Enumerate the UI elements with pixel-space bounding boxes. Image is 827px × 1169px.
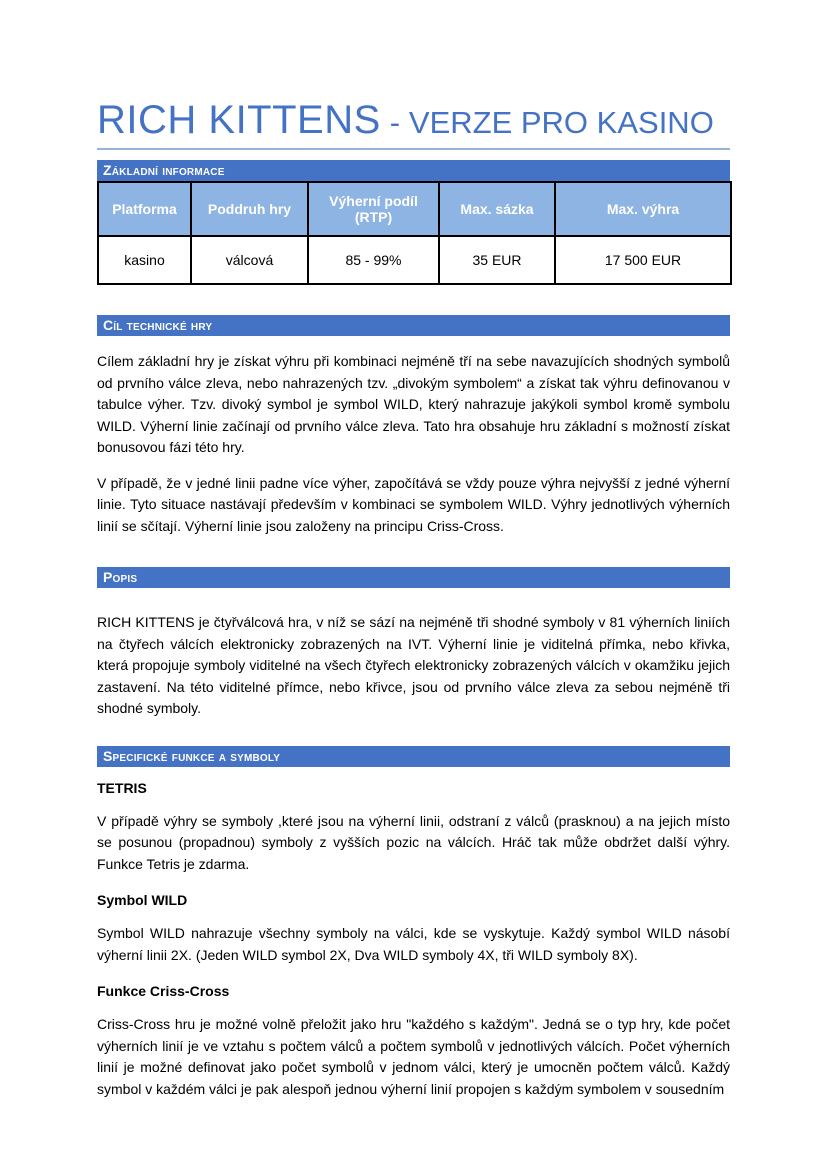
subheading-symbol-wild: Symbol WILD xyxy=(97,892,188,908)
subheading-tetris: TETRIS xyxy=(97,779,147,796)
cell-platforma: kasino xyxy=(98,236,191,284)
page-title xyxy=(97,98,730,150)
column-header-max-sazka: Max. sázka xyxy=(439,182,555,236)
column-header-max-vyhra: Max. výhra xyxy=(555,182,731,236)
paragraph-popis: RICH KITTENS je čtyřválcová hra, v níž se sází na nejméně tři shodné symboly v 81 výherních liniích na čtyřech válcích elektronicky zobrazených na IVT. Výherní linie je viditelná přímka, nebo křivka, která propojuje symboly viditelné na všech čtyřech elektronicky zobrazených válcích v okamžiku jejich zastavení. Na této viditelné přímce, nebo křivce, jsou od prvního válce zleva za sebou nejméně tři shodné symboly. xyxy=(97,614,730,716)
title-main: RICH KITTENS xyxy=(97,98,381,142)
column-header-platforma: Platforma xyxy=(98,182,191,236)
title-subtitle: VERZE PRO KASINO xyxy=(408,105,714,140)
cell-vyherni-podil: 85 - 99% xyxy=(308,236,439,284)
section-heading-popis: Popis xyxy=(97,567,730,588)
paragraph-cil-2: V případě, že v jedné linii padne více výher, započítává se vždy pouze výhra nejvyšší z jedné výherní linie. Tyto situace nastávají především v kombinaci se symbolem WILD. Výhry jednotlivých výherních linií se sčítají. Výherní linie jsou založeny na principu Criss-Cross. xyxy=(97,474,730,534)
basic-info-table xyxy=(97,181,732,285)
paragraph-tetris: V případě výhry se symboly ,které jsou na výherní linii, odstraní z válců (prasknou) a na jejich místo se posunou (propadnou) symboly z vyšších pozic na válcích. Hráč tak může obdržet další výhry. Funkce Tetris je zdarma. xyxy=(97,812,730,872)
table-header-row xyxy=(98,182,731,236)
cell-max-vyhra: 17 500 EUR xyxy=(555,236,731,284)
subheading-funkce-criss-cross: Funkce Criss-Cross xyxy=(97,983,230,999)
table-data-row xyxy=(98,236,731,284)
paragraph-cil-1: Cílem základní hry je získat výhru při kombinaci nejméně tří na sebe navazujících shodných symbolů od prvního válce zleva, nebo nahrazených tzv. „divokým symbolem“ a získat tak výhru definovanou v tabulce výher. Tzv. divoký symbol je symbol WILD, který nahrazuje jakýkoli symbol kromě symbolu WILD. Výherní linie začínají od prvního válce zleva. Tato hra obsahuje hru základní s možností získat bonusovou fázi této hry. xyxy=(97,353,730,455)
section-heading-specificke-funkce: Specifické funkce a symboly xyxy=(97,746,730,767)
document-content xyxy=(97,98,730,1100)
section-heading-zakladni-informace: Základní informace xyxy=(97,160,730,181)
column-header-vyherni-podil: Výherní podíl (RTP) xyxy=(308,182,439,236)
cell-poddruh-hry: válcová xyxy=(191,236,308,284)
paragraph-criss-cross: Criss-Cross hru je možné volně přeložit jako hru "každého s každým". Jedná se o typ hry, kde počet výherních linií je ve vztahu s počtem válců a počtem symbolů v jednotlivých válcích. Počet výherních linií je možné definovat jako počet symbolů v jednom válci, který je umocněn počtem válců. Každý symbol v každém válci je pak alespoň jednou výherní linií propojen s každým symbolem v sousedním xyxy=(97,1016,730,1097)
section-heading-cil-technicke-hry: Cíl technické hry xyxy=(97,315,730,336)
column-header-poddruh-hry: Poddruh hry xyxy=(191,182,308,236)
cell-max-sazka: 35 EUR xyxy=(439,236,555,284)
title-separator: - xyxy=(389,105,401,140)
paragraph-symbol-wild: Symbol WILD nahrazuje všechny symboly na válci, kde se vyskytuje. Každý symbol WILD násobí výherní linii 2X. (Jeden WILD symbol 2X, Dva WILD symboly 4X, tři WILD symboly 8X). xyxy=(97,925,730,963)
